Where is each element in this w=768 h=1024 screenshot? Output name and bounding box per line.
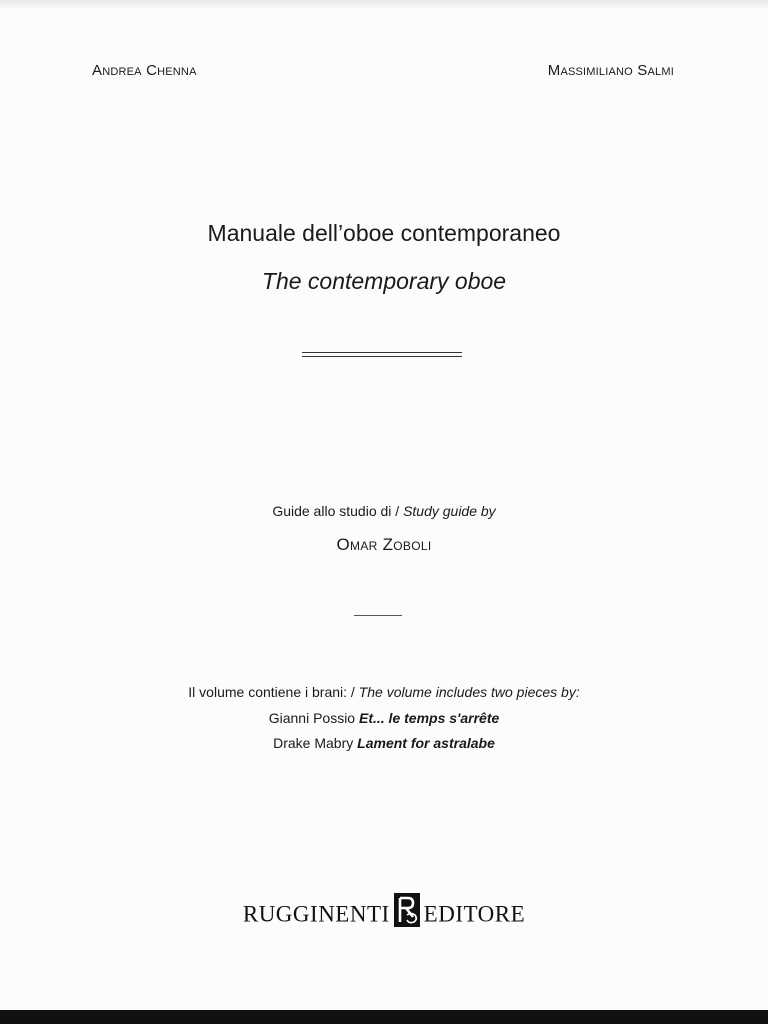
guide-italian: Guide allo studio di /	[272, 503, 404, 519]
publisher-name-left: RUGGINENTI	[242, 901, 390, 927]
publisher-name-right: EDITORE	[423, 901, 526, 927]
piece-composer: Drake Mabry	[273, 735, 358, 751]
contents-english: The volume includes two pieces by:	[358, 684, 580, 700]
decorative-double-rule	[302, 352, 462, 357]
piece-item	[0, 735, 768, 751]
guide-line	[0, 503, 768, 519]
piece-item	[0, 710, 768, 726]
title-english: The contemporary oboe	[261, 268, 507, 294]
piece-composer: Gianni Possio	[268, 710, 359, 726]
author-left: Andrea Chenna	[92, 62, 197, 79]
contents-italian: Il volume contiene i brani: /	[188, 684, 359, 700]
guide-english: Study guide by	[403, 503, 496, 519]
rugginenti-logo-icon	[394, 893, 420, 933]
scan-bottom-edge	[0, 1010, 768, 1024]
contents-line	[0, 684, 768, 700]
decorative-short-rule	[354, 615, 402, 616]
piece-title: Lament for astralabe	[357, 735, 495, 751]
title-italian: Manuale dell’oboe contemporaneo	[207, 220, 561, 246]
author-right: Massimiliano Salmi	[547, 62, 674, 79]
scan-edge	[0, 0, 768, 10]
guide-author: Omar Zoboli	[336, 535, 432, 554]
publisher-imprint	[0, 896, 768, 936]
piece-title: Et... le temps s'arrête	[359, 710, 500, 726]
